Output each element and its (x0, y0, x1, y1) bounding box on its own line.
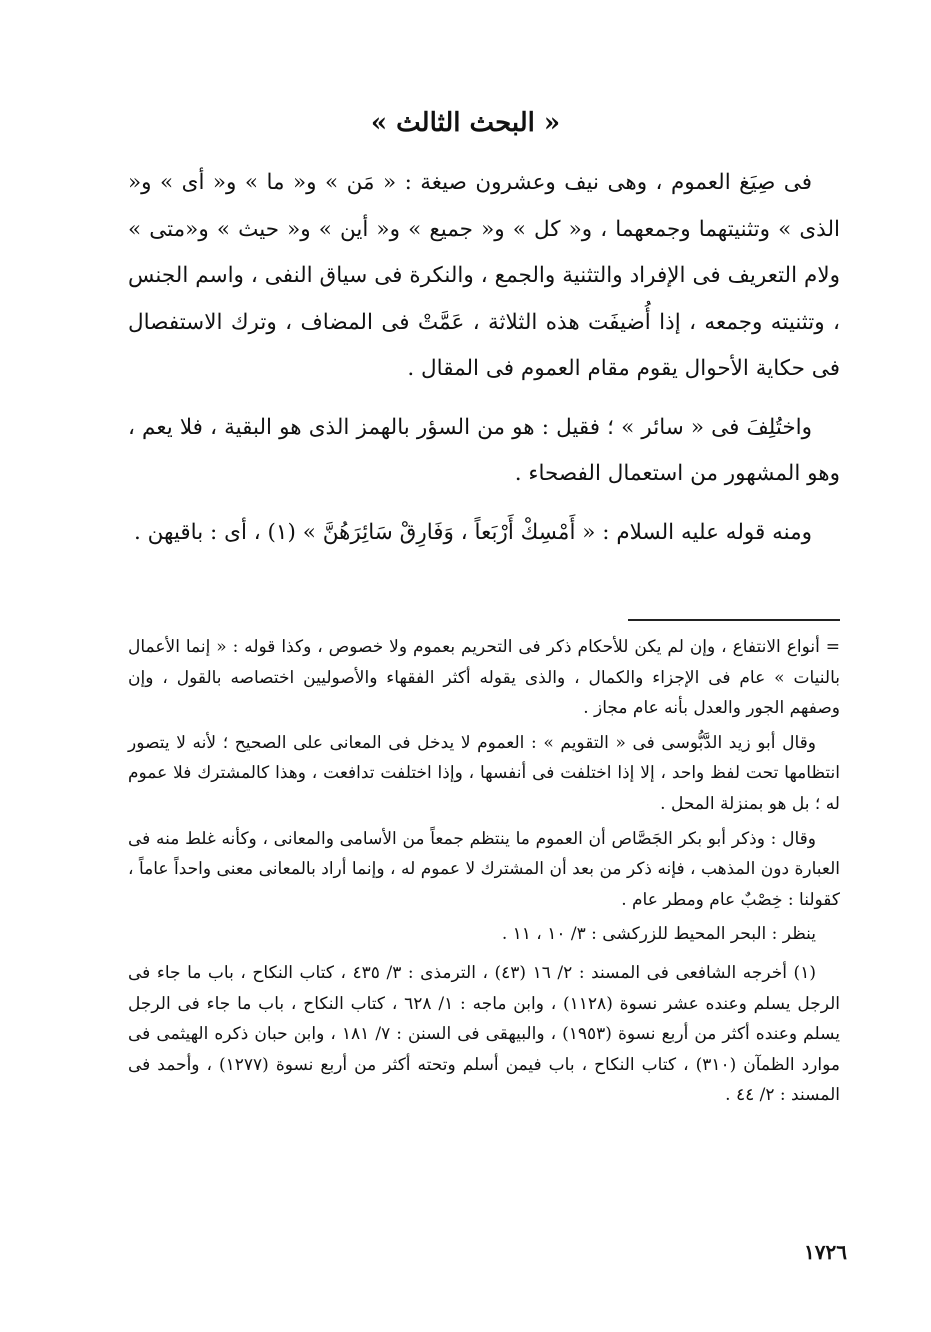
footnote-1: (١) أخرجه الشافعى فى المسند : ٢/ ١٦ (٤٣) ، الترمذى : ٣/ ٤٣٥ ، كتاب النكاح ، باب ما جاء فى الرجل يسلم وعنده عشر نسوة (١١٢٨) ، وابن ماجه : ١/ ٦٢٨ ، كتاب النكاح ، باب ما جاء فى الرجل يسلم وعنده أكثر من أربع نسوة (١٩٥٣) ، والبيهقى فى السنن : ٧/ ١٨١ ، وابن حبان ذكره الهيثمى فى موارد الظمآن (٣١٠) ، كتاب النكاح ، باب فيمن أسلم وتحته أكثر من أربع نسوة (١٢٧٧) ، وأحمد فى المسند : ٢/ ٤٤ . (128, 962, 840, 1106)
footnotes (128, 632, 840, 1115)
footnote-reference: ينظر : البحر المحيط للزركشى : ٣/ ١٠ ، ١١ . (501, 924, 816, 945)
main-paragraph-3: ومنه قوله عليه السلام : « أَمْسِكْ أَرْبَعاً ، وَفَارِقْ سَائِرَهُنَّ » (١) ، أى : باقيهن . (133, 519, 812, 545)
page-number: ١٧٢٦ (804, 1240, 847, 1264)
footnote-separator (628, 619, 840, 621)
footnote-paragraph-jassas: وقال : وذكر أبو بكر الجَصَّاص أن العموم ما ينتظم جمعاً من الأسامى والمعانى ، وكأنه غلط منه فى العبارة دون المذهب ، فإنه ذكر من بعد أن المشترك لا عموم له ، وإنما أراد بالمعانى معنى واحداً عاماً ، كقولنا : خِصْبٌ عام ومطر عام . (128, 828, 840, 910)
section-heading: « البحث الثالث » (370, 108, 561, 138)
footnote-continuation: = أنواع الانتفاع ، وإن لم يكن للأحكام ذكر فى التحريم بعموم ولا خصوص ، وكذا قوله : « إنما الأعمال بالنيات » عام فى الإجزاء والكمال ، والذى يقوله أكثر الفقهاء والأصوليين اختصاصه بالقول ، وإن وصفهم الجور والعدل بأنه عام مجاز . (128, 637, 840, 719)
main-text (128, 160, 840, 568)
main-paragraph-1: فى صِيَغ العموم ، وهى نيف وعشرون صيغة : « مَن » و« ما » و« أى » و« الذى » وتثنيتهما وجمعهما ، و« كل » و« جميع » و« أين » و« حيث » و«متى » ولام التعريف فى الإفراد والتثنية والجمع ، والنكرة فى سياق النفى ، واسم الجنس ، وتثنيته وجمعه ، إذا أُضيفَت هذه الثلاثة ، عَمَّتْ فى المضاف ، وترك الاستفصال فى حكاية الأحوال يقوم مقام العموم فى المقال . (128, 170, 840, 381)
footnote-paragraph-dabbusi: وقال أبو زيد الدَّبُّوسى فى « التقويم » : العموم لا يدخل فى المعانى على الصحيح ؛ لأنه لا يتصور انتظامها تحت لفظ واحد ، إلا إذا اختلفت فى أنفسها ، وإذا اختلفت تدافعت ، وهذا كالمشترك فلا عموم له ؛ بل هو بمنزلة المحل . (128, 732, 840, 814)
main-paragraph-2: واختُلِفَ فى « سائر » ؛ فقيل : هو من السؤر بالهمز الذى هو البقية ، فلا يعم ، وهو المشهور من استعمال الفصحاء . (128, 414, 840, 486)
